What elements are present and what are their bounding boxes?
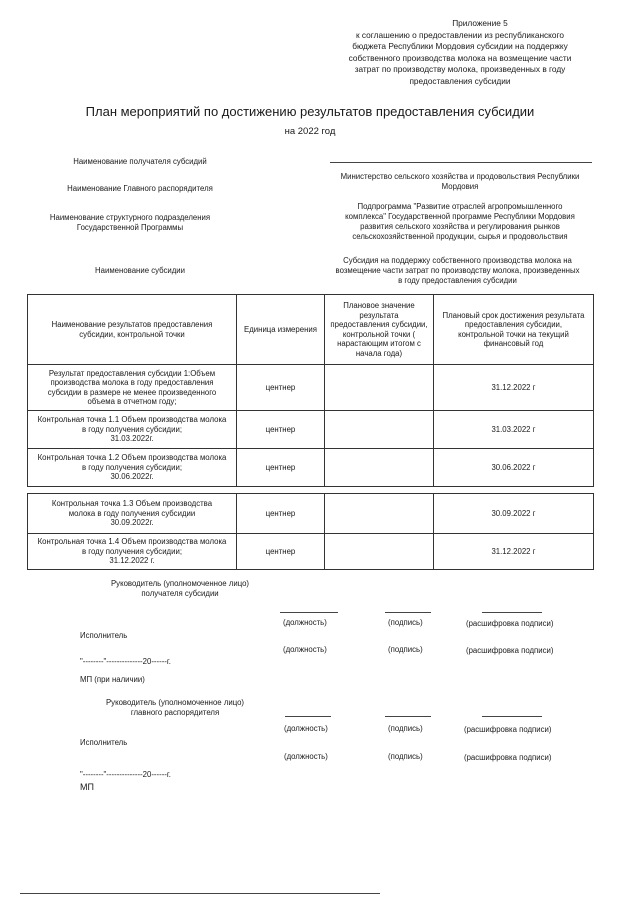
date-line: "--------"--------------20------г. xyxy=(80,657,171,666)
subsidy-label: Наименование субсидии xyxy=(95,266,185,275)
row-name-line: Контрольная точка 1.2 Объем производства молока xyxy=(37,453,227,463)
header-text: нарастающим итогом с xyxy=(337,339,421,348)
manager-value-line: Министерство сельского хозяйства и продовольствия Республики xyxy=(340,172,580,181)
recipient-head-line: получателя субсидии xyxy=(141,589,219,598)
row-name xyxy=(28,449,237,487)
position-caption: (должность) xyxy=(284,724,328,733)
appendix-line: затрат по производству молока, произведенных в году xyxy=(354,64,566,74)
manager-value xyxy=(320,172,600,192)
subdivision-label xyxy=(30,213,230,233)
recipient-value-line xyxy=(330,162,592,163)
table-row xyxy=(28,449,594,487)
executor-label: Исполнитель xyxy=(80,631,128,640)
header-text: контрольной точки на текущий xyxy=(458,329,569,339)
row-unit: центнер xyxy=(237,411,325,449)
header-text: контрольной точки ( xyxy=(342,329,416,339)
position-line xyxy=(285,716,331,717)
subdivision-label-line: Наименование структурного подразделения xyxy=(49,213,211,222)
date-line: "--------"--------------20------г. xyxy=(80,770,171,779)
header-plan xyxy=(325,295,434,365)
table-row xyxy=(28,365,594,411)
row-name-line: 31.03.2022г. xyxy=(110,434,154,444)
manager-label: Наименование Главного распорядителя xyxy=(67,184,213,193)
table-header-row xyxy=(28,295,594,365)
decoding-caption: (расшифровка подписи) xyxy=(464,753,552,762)
appendix-heading: Приложение 5 xyxy=(452,18,508,28)
row-deadline: 30.06.2022 г xyxy=(434,449,594,487)
row-name-line: субсидии в размере не менее произведенного xyxy=(47,387,217,397)
row-plan xyxy=(325,449,434,487)
row-deadline: 31.03.2022 г xyxy=(434,411,594,449)
header-text: Наименование результатов предоставления xyxy=(51,320,213,329)
position-caption: (должность) xyxy=(284,752,328,761)
header-text: финансовый год xyxy=(483,339,544,348)
subsidy-value-line: возмещение части затрат по производству молока, произведенных xyxy=(335,266,580,275)
row-name-line: производства молока в году предоставления xyxy=(50,378,214,387)
table-row xyxy=(28,494,594,534)
header-text: Единица измерения xyxy=(244,324,317,334)
decoding-line xyxy=(482,612,542,613)
signature-caption: (подпись) xyxy=(388,645,423,654)
row-name-line: в году получения субсидии; xyxy=(82,462,182,472)
header-text: субсидии, контрольной точки xyxy=(79,329,185,339)
position-caption: (должность) xyxy=(283,618,327,627)
table-row xyxy=(28,534,594,570)
row-name-line: в году получения субсидии; xyxy=(82,424,182,434)
row-unit: центнер xyxy=(237,534,325,570)
row-deadline: 31.12.2022 г xyxy=(434,365,594,411)
signature-caption: (подпись) xyxy=(388,618,423,627)
header-deadline xyxy=(434,295,594,365)
decoding-line xyxy=(482,716,542,717)
row-name-line: Контрольная точка 1.1 Объем производства молока xyxy=(37,415,227,425)
footer-line xyxy=(20,893,380,894)
row-deadline: 30.09.2022 г xyxy=(434,494,594,534)
row-name xyxy=(28,411,237,449)
manager-head-line: главного распорядителя xyxy=(130,708,220,717)
results-table xyxy=(27,294,594,570)
position-line xyxy=(280,612,338,613)
header-text: начала года) xyxy=(355,348,403,358)
appendix-line: собственного производства молока на возмещение части xyxy=(348,52,572,63)
row-name-line: 31.12.2022 г. xyxy=(109,556,155,566)
header-name xyxy=(28,295,237,365)
signature-caption: (подпись) xyxy=(388,724,423,733)
row-name xyxy=(28,534,237,570)
recipient-head-line: Руководитель (уполномоченное лицо) xyxy=(110,579,250,588)
decoding-caption: (расшифровка подписи) xyxy=(464,725,552,734)
manager-head-label xyxy=(75,698,275,718)
manager-value-line: Мордовия xyxy=(441,182,479,191)
subdivision-value-line: Подпрограмма "Развитие отраслей агропромышленного xyxy=(357,202,563,211)
row-unit: центнер xyxy=(237,449,325,487)
table-row xyxy=(28,411,594,449)
header-unit xyxy=(237,295,325,365)
manager-head-line: Руководитель (уполномоченное лицо) xyxy=(105,698,245,707)
row-plan xyxy=(325,411,434,449)
row-name-line: молока в году получения субсидии xyxy=(68,508,196,518)
subdivision-value-line: сельскохозяйственной продукции, сырья и продовольствия xyxy=(352,232,568,241)
table-gap xyxy=(28,487,594,494)
signature-line xyxy=(385,716,431,717)
subdivision-label-line: Государственной Программы xyxy=(76,223,184,232)
row-name-line: Контрольная точка 1.4 Объем производства молока xyxy=(37,537,227,547)
signature-caption: (подпись) xyxy=(388,752,423,761)
document-year: на 2022 год xyxy=(284,126,336,137)
row-name-line: объема в отчетном году; xyxy=(87,397,177,406)
appendix-header xyxy=(330,18,590,87)
row-name-line: 30.09.2022г. xyxy=(110,518,154,528)
mp-label: МП xyxy=(80,782,94,792)
header-text: предоставления субсидии, xyxy=(464,320,563,329)
subsidy-value-line: Субсидия на поддержку собственного производства молока на xyxy=(343,256,572,265)
executor-label: Исполнитель xyxy=(80,738,128,747)
row-name-line: 30.06.2022г. xyxy=(110,472,154,482)
appendix-line: предоставления субсидии xyxy=(409,75,511,86)
row-name-line: Контрольная точка 1.3 Объем производства xyxy=(51,499,213,509)
row-unit: центнер xyxy=(237,365,325,411)
position-caption: (должность) xyxy=(283,645,327,654)
appendix-line: к соглашению о предоставлении из республиканского xyxy=(356,29,564,40)
signature-line xyxy=(385,612,431,613)
header-text: предоставления субсидии, xyxy=(330,320,428,329)
header-text: результата xyxy=(359,310,399,320)
row-unit: центнер xyxy=(237,494,325,534)
appendix-line: бюджета Республики Мордовия субсидии на поддержку xyxy=(352,41,568,51)
subdivision-value-line: развития сельского хозяйства и регулирования рынков xyxy=(360,222,560,231)
decoding-caption: (расшифровка подписи) xyxy=(466,646,554,655)
row-name xyxy=(28,494,237,534)
subsidy-value xyxy=(315,256,600,286)
recipient-label: Наименование получателя субсидий xyxy=(73,157,207,166)
row-plan xyxy=(325,365,434,411)
header-text: Плановое значение xyxy=(343,301,415,310)
subsidy-value-line: в году предоставления субсидии xyxy=(398,276,517,285)
row-deadline: 31.12.2022 г xyxy=(434,534,594,570)
subdivision-value xyxy=(320,202,600,242)
row-plan xyxy=(325,534,434,570)
document-title: План мероприятий по достижению результатов предоставления субсидии xyxy=(85,104,535,119)
decoding-caption: (расшифровка подписи) xyxy=(466,619,554,628)
subdivision-value-line: комплекса" Государственной программе Республики Мордовия xyxy=(345,212,575,221)
row-name xyxy=(28,365,237,411)
row-name-line: в году получения субсидии; xyxy=(82,546,182,556)
header-text: Плановый срок достижения результата xyxy=(442,310,585,320)
row-plan xyxy=(325,494,434,534)
mp-optional-label: МП (при наличии) xyxy=(80,675,145,684)
recipient-head-label xyxy=(80,579,280,599)
row-name-line: Результат предоставления субсидии 1:Объем xyxy=(48,368,216,378)
